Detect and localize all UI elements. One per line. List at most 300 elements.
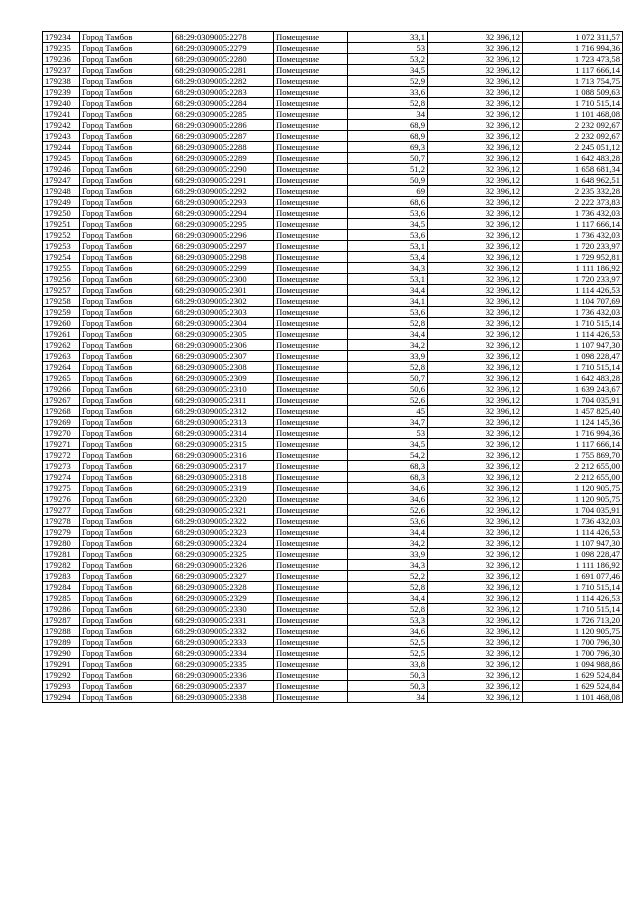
area-cell: 34,4 <box>348 329 428 340</box>
object-type-cell: Помещение <box>274 120 348 131</box>
cadastral-number-cell: 68:29:0309005:2284 <box>173 98 274 109</box>
cadastral-value-cell: 1 642 483,28 <box>523 153 623 164</box>
cadastral-value-cell: 1 716 994,36 <box>523 43 623 54</box>
record-number-cell: 179273 <box>43 461 80 472</box>
city-cell: Город Тамбов <box>80 593 173 604</box>
record-number-cell: 179288 <box>43 626 80 637</box>
cadastral-value-cell: 2 232 092,67 <box>523 120 623 131</box>
area-cell: 34,7 <box>348 417 428 428</box>
cadastral-value-cell: 1 098 228,47 <box>523 351 623 362</box>
price-per-unit-cell: 32 396,12 <box>428 593 523 604</box>
object-type-cell: Помещение <box>274 516 348 527</box>
city-cell: Город Тамбов <box>80 494 173 505</box>
city-cell: Город Тамбов <box>80 582 173 593</box>
table-row <box>43 164 623 175</box>
price-per-unit-cell: 32 396,12 <box>428 274 523 285</box>
price-per-unit-cell: 32 396,12 <box>428 549 523 560</box>
city-cell: Город Тамбов <box>80 54 173 65</box>
price-per-unit-cell: 32 396,12 <box>428 582 523 593</box>
city-cell: Город Тамбов <box>80 263 173 274</box>
area-cell: 52,5 <box>348 648 428 659</box>
area-cell: 52,5 <box>348 637 428 648</box>
object-type-cell: Помещение <box>274 175 348 186</box>
object-type-cell: Помещение <box>274 637 348 648</box>
area-cell: 53,6 <box>348 516 428 527</box>
table-row <box>43 340 623 351</box>
cadastral-value-cell: 1 736 432,03 <box>523 230 623 241</box>
object-type-cell: Помещение <box>274 131 348 142</box>
object-type-cell: Помещение <box>274 43 348 54</box>
cadastral-value-cell: 2 212 655,00 <box>523 461 623 472</box>
cadastral-number-cell: 68:29:0309005:2303 <box>173 307 274 318</box>
cadastral-number-cell: 68:29:0309005:2299 <box>173 263 274 274</box>
city-cell: Город Тамбов <box>80 153 173 164</box>
area-cell: 50,6 <box>348 384 428 395</box>
area-cell: 53,6 <box>348 208 428 219</box>
table-row <box>43 219 623 230</box>
price-per-unit-cell: 32 396,12 <box>428 472 523 483</box>
city-cell: Город Тамбов <box>80 384 173 395</box>
cadastral-value-cell: 1 114 426,53 <box>523 527 623 538</box>
cadastral-number-cell: 68:29:0309005:2309 <box>173 373 274 384</box>
record-number-cell: 179253 <box>43 241 80 252</box>
price-per-unit-cell: 32 396,12 <box>428 120 523 131</box>
cadastral-value-cell: 1 117 666,14 <box>523 65 623 76</box>
cadastral-value-cell: 1 716 994,36 <box>523 428 623 439</box>
table-row <box>43 692 623 703</box>
table-row <box>43 318 623 329</box>
cadastral-number-cell: 68:29:0309005:2281 <box>173 65 274 76</box>
area-cell: 69 <box>348 186 428 197</box>
record-number-cell: 179258 <box>43 296 80 307</box>
document-page <box>42 31 622 703</box>
table-row <box>43 87 623 98</box>
object-type-cell: Помещение <box>274 263 348 274</box>
city-cell: Город Тамбов <box>80 32 173 43</box>
cadastral-number-cell: 68:29:0309005:2291 <box>173 175 274 186</box>
price-per-unit-cell: 32 396,12 <box>428 505 523 516</box>
object-type-cell: Помещение <box>274 318 348 329</box>
object-type-cell: Помещение <box>274 648 348 659</box>
cadastral-value-cell: 1 117 666,14 <box>523 219 623 230</box>
cadastral-number-cell: 68:29:0309005:2298 <box>173 252 274 263</box>
cadastral-number-cell: 68:29:0309005:2327 <box>173 571 274 582</box>
cadastral-number-cell: 68:29:0309005:2334 <box>173 648 274 659</box>
record-number-cell: 179268 <box>43 406 80 417</box>
object-type-cell: Помещение <box>274 296 348 307</box>
area-cell: 45 <box>348 406 428 417</box>
city-cell: Город Тамбов <box>80 362 173 373</box>
price-per-unit-cell: 32 396,12 <box>428 307 523 318</box>
cadastral-value-cell: 2 212 655,00 <box>523 472 623 483</box>
city-cell: Город Тамбов <box>80 637 173 648</box>
city-cell: Город Тамбов <box>80 670 173 681</box>
cadastral-value-cell: 1 723 473,58 <box>523 54 623 65</box>
table-row <box>43 329 623 340</box>
table-row <box>43 450 623 461</box>
record-number-cell: 179281 <box>43 549 80 560</box>
city-cell: Город Тамбов <box>80 76 173 87</box>
record-number-cell: 179265 <box>43 373 80 384</box>
city-cell: Город Тамбов <box>80 505 173 516</box>
city-cell: Город Тамбов <box>80 43 173 54</box>
area-cell: 53,3 <box>348 615 428 626</box>
record-number-cell: 179264 <box>43 362 80 373</box>
table-row <box>43 241 623 252</box>
price-per-unit-cell: 32 396,12 <box>428 241 523 252</box>
cadastral-value-cell: 1 114 426,53 <box>523 285 623 296</box>
cadastral-number-cell: 68:29:0309005:2315 <box>173 439 274 450</box>
city-cell: Город Тамбов <box>80 648 173 659</box>
city-cell: Город Тамбов <box>80 659 173 670</box>
record-number-cell: 179251 <box>43 219 80 230</box>
object-type-cell: Помещение <box>274 153 348 164</box>
cadastral-number-cell: 68:29:0309005:2296 <box>173 230 274 241</box>
record-number-cell: 179238 <box>43 76 80 87</box>
city-cell: Город Тамбов <box>80 692 173 703</box>
cadastral-number-cell: 68:29:0309005:2329 <box>173 593 274 604</box>
object-type-cell: Помещение <box>274 230 348 241</box>
table-row <box>43 230 623 241</box>
cadastral-number-cell: 68:29:0309005:2301 <box>173 285 274 296</box>
table-row <box>43 120 623 131</box>
area-cell: 50,3 <box>348 670 428 681</box>
table-row <box>43 373 623 384</box>
cadastral-value-cell: 1 736 432,03 <box>523 516 623 527</box>
object-type-cell: Помещение <box>274 538 348 549</box>
cadastral-value-cell: 1 120 905,75 <box>523 494 623 505</box>
record-number-cell: 179294 <box>43 692 80 703</box>
price-per-unit-cell: 32 396,12 <box>428 219 523 230</box>
cadastral-value-cell: 1 094 988,86 <box>523 659 623 670</box>
object-type-cell: Помещение <box>274 571 348 582</box>
city-cell: Город Тамбов <box>80 527 173 538</box>
table-row <box>43 494 623 505</box>
price-per-unit-cell: 32 396,12 <box>428 428 523 439</box>
object-type-cell: Помещение <box>274 362 348 373</box>
record-number-cell: 179283 <box>43 571 80 582</box>
table-row <box>43 593 623 604</box>
record-number-cell: 179255 <box>43 263 80 274</box>
cadastral-value-cell: 1 088 509,63 <box>523 87 623 98</box>
cadastral-value-cell: 1 691 077,46 <box>523 571 623 582</box>
cadastral-number-cell: 68:29:0309005:2302 <box>173 296 274 307</box>
record-number-cell: 179256 <box>43 274 80 285</box>
record-number-cell: 179287 <box>43 615 80 626</box>
area-cell: 68,3 <box>348 461 428 472</box>
area-cell: 33,9 <box>348 351 428 362</box>
table-row <box>43 439 623 450</box>
object-type-cell: Помещение <box>274 527 348 538</box>
cadastral-value-cell: 1 101 468,08 <box>523 109 623 120</box>
price-per-unit-cell: 32 396,12 <box>428 538 523 549</box>
object-type-cell: Помещение <box>274 373 348 384</box>
city-cell: Город Тамбов <box>80 87 173 98</box>
cadastral-value-cell: 1 124 145,36 <box>523 417 623 428</box>
area-cell: 34,5 <box>348 439 428 450</box>
object-type-cell: Помещение <box>274 109 348 120</box>
price-per-unit-cell: 32 396,12 <box>428 230 523 241</box>
cadastral-number-cell: 68:29:0309005:2331 <box>173 615 274 626</box>
city-cell: Город Тамбов <box>80 98 173 109</box>
object-type-cell: Помещение <box>274 593 348 604</box>
price-per-unit-cell: 32 396,12 <box>428 32 523 43</box>
table-row <box>43 505 623 516</box>
object-type-cell: Помещение <box>274 186 348 197</box>
area-cell: 53,2 <box>348 54 428 65</box>
price-per-unit-cell: 32 396,12 <box>428 637 523 648</box>
object-type-cell: Помещение <box>274 252 348 263</box>
city-cell: Город Тамбов <box>80 219 173 230</box>
price-per-unit-cell: 32 396,12 <box>428 109 523 120</box>
cadastral-value-cell: 1 710 515,14 <box>523 318 623 329</box>
cadastral-number-cell: 68:29:0309005:2287 <box>173 131 274 142</box>
object-type-cell: Помещение <box>274 87 348 98</box>
cadastral-number-cell: 68:29:0309005:2332 <box>173 626 274 637</box>
cadastral-value-cell: 1 726 713,20 <box>523 615 623 626</box>
cadastral-value-cell: 1 101 468,08 <box>523 692 623 703</box>
cadastral-value-cell: 2 235 332,28 <box>523 186 623 197</box>
cadastral-value-cell: 1 710 515,14 <box>523 98 623 109</box>
cadastral-number-cell: 68:29:0309005:2290 <box>173 164 274 175</box>
table-row <box>43 252 623 263</box>
price-per-unit-cell: 32 396,12 <box>428 494 523 505</box>
registry-table-body <box>43 32 623 703</box>
area-cell: 34,4 <box>348 593 428 604</box>
table-row <box>43 428 623 439</box>
table-row <box>43 208 623 219</box>
record-number-cell: 179280 <box>43 538 80 549</box>
record-number-cell: 179270 <box>43 428 80 439</box>
area-cell: 34,2 <box>348 538 428 549</box>
record-number-cell: 179282 <box>43 560 80 571</box>
area-cell: 34,1 <box>348 296 428 307</box>
table-row <box>43 516 623 527</box>
record-number-cell: 179235 <box>43 43 80 54</box>
city-cell: Город Тамбов <box>80 186 173 197</box>
area-cell: 50,7 <box>348 153 428 164</box>
cadastral-number-cell: 68:29:0309005:2278 <box>173 32 274 43</box>
area-cell: 52,6 <box>348 395 428 406</box>
cadastral-number-cell: 68:29:0309005:2306 <box>173 340 274 351</box>
table-row <box>43 142 623 153</box>
object-type-cell: Помещение <box>274 98 348 109</box>
cadastral-number-cell: 68:29:0309005:2295 <box>173 219 274 230</box>
record-number-cell: 179275 <box>43 483 80 494</box>
city-cell: Город Тамбов <box>80 417 173 428</box>
cadastral-value-cell: 1 700 796,30 <box>523 637 623 648</box>
table-row <box>43 461 623 472</box>
price-per-unit-cell: 32 396,12 <box>428 131 523 142</box>
object-type-cell: Помещение <box>274 505 348 516</box>
table-row <box>43 307 623 318</box>
table-row <box>43 197 623 208</box>
city-cell: Город Тамбов <box>80 340 173 351</box>
price-per-unit-cell: 32 396,12 <box>428 681 523 692</box>
record-number-cell: 179245 <box>43 153 80 164</box>
cadastral-value-cell: 1 658 681,34 <box>523 164 623 175</box>
area-cell: 34,3 <box>348 263 428 274</box>
city-cell: Город Тамбов <box>80 175 173 186</box>
cadastral-number-cell: 68:29:0309005:2285 <box>173 109 274 120</box>
area-cell: 51,2 <box>348 164 428 175</box>
record-number-cell: 179263 <box>43 351 80 362</box>
object-type-cell: Помещение <box>274 483 348 494</box>
cadastral-value-cell: 1 629 524,84 <box>523 681 623 692</box>
cadastral-number-cell: 68:29:0309005:2288 <box>173 142 274 153</box>
cadastral-value-cell: 1 700 796,30 <box>523 648 623 659</box>
object-type-cell: Помещение <box>274 351 348 362</box>
record-number-cell: 179284 <box>43 582 80 593</box>
table-row <box>43 538 623 549</box>
cadastral-number-cell: 68:29:0309005:2310 <box>173 384 274 395</box>
object-type-cell: Помещение <box>274 197 348 208</box>
record-number-cell: 179292 <box>43 670 80 681</box>
cadastral-number-cell: 68:29:0309005:2286 <box>173 120 274 131</box>
area-cell: 68,6 <box>348 197 428 208</box>
cadastral-number-cell: 68:29:0309005:2338 <box>173 692 274 703</box>
area-cell: 69,3 <box>348 142 428 153</box>
table-row <box>43 549 623 560</box>
table-row <box>43 32 623 43</box>
object-type-cell: Помещение <box>274 65 348 76</box>
price-per-unit-cell: 32 396,12 <box>428 54 523 65</box>
table-row <box>43 648 623 659</box>
object-type-cell: Помещение <box>274 659 348 670</box>
cadastral-number-cell: 68:29:0309005:2330 <box>173 604 274 615</box>
price-per-unit-cell: 32 396,12 <box>428 76 523 87</box>
area-cell: 52,8 <box>348 318 428 329</box>
table-row <box>43 626 623 637</box>
cadastral-value-cell: 2 222 373,83 <box>523 197 623 208</box>
record-number-cell: 179257 <box>43 285 80 296</box>
object-type-cell: Помещение <box>274 472 348 483</box>
city-cell: Город Тамбов <box>80 164 173 175</box>
price-per-unit-cell: 32 396,12 <box>428 296 523 307</box>
table-row <box>43 43 623 54</box>
city-cell: Город Тамбов <box>80 571 173 582</box>
price-per-unit-cell: 32 396,12 <box>428 395 523 406</box>
cadastral-value-cell: 1 710 515,14 <box>523 362 623 373</box>
price-per-unit-cell: 32 396,12 <box>428 527 523 538</box>
price-per-unit-cell: 32 396,12 <box>428 43 523 54</box>
cadastral-number-cell: 68:29:0309005:2297 <box>173 241 274 252</box>
cadastral-value-cell: 1 072 311,57 <box>523 32 623 43</box>
city-cell: Город Тамбов <box>80 285 173 296</box>
record-number-cell: 179248 <box>43 186 80 197</box>
area-cell: 52,8 <box>348 604 428 615</box>
area-cell: 68,9 <box>348 120 428 131</box>
area-cell: 34,4 <box>348 527 428 538</box>
cadastral-value-cell: 1 111 186,92 <box>523 263 623 274</box>
price-per-unit-cell: 32 396,12 <box>428 285 523 296</box>
record-number-cell: 179278 <box>43 516 80 527</box>
object-type-cell: Помещение <box>274 395 348 406</box>
object-type-cell: Помещение <box>274 208 348 219</box>
city-cell: Город Тамбов <box>80 538 173 549</box>
table-row <box>43 483 623 494</box>
area-cell: 52,8 <box>348 98 428 109</box>
object-type-cell: Помещение <box>274 417 348 428</box>
cadastral-value-cell: 1 457 825,40 <box>523 406 623 417</box>
price-per-unit-cell: 32 396,12 <box>428 670 523 681</box>
cadastral-value-cell: 1 111 186,92 <box>523 560 623 571</box>
table-row <box>43 472 623 483</box>
record-number-cell: 179277 <box>43 505 80 516</box>
record-number-cell: 179254 <box>43 252 80 263</box>
area-cell: 50,7 <box>348 373 428 384</box>
cadastral-number-cell: 68:29:0309005:2308 <box>173 362 274 373</box>
record-number-cell: 179252 <box>43 230 80 241</box>
city-cell: Город Тамбов <box>80 351 173 362</box>
cadastral-value-cell: 1 729 952,81 <box>523 252 623 263</box>
area-cell: 53,6 <box>348 230 428 241</box>
cadastral-number-cell: 68:29:0309005:2335 <box>173 659 274 670</box>
city-cell: Город Тамбов <box>80 461 173 472</box>
cadastral-value-cell: 1 629 524,84 <box>523 670 623 681</box>
cadastral-number-cell: 68:29:0309005:2322 <box>173 516 274 527</box>
price-per-unit-cell: 32 396,12 <box>428 98 523 109</box>
cadastral-number-cell: 68:29:0309005:2323 <box>173 527 274 538</box>
cadastral-value-cell: 1 120 905,75 <box>523 626 623 637</box>
area-cell: 34,6 <box>348 626 428 637</box>
table-row <box>43 659 623 670</box>
object-type-cell: Помещение <box>274 54 348 65</box>
object-type-cell: Помещение <box>274 428 348 439</box>
price-per-unit-cell: 32 396,12 <box>428 197 523 208</box>
price-per-unit-cell: 32 396,12 <box>428 648 523 659</box>
city-cell: Город Тамбов <box>80 329 173 340</box>
cadastral-number-cell: 68:29:0309005:2314 <box>173 428 274 439</box>
object-type-cell: Помещение <box>274 461 348 472</box>
table-row <box>43 395 623 406</box>
record-number-cell: 179261 <box>43 329 80 340</box>
object-type-cell: Помещение <box>274 604 348 615</box>
cadastral-number-cell: 68:29:0309005:2321 <box>173 505 274 516</box>
area-cell: 34,5 <box>348 65 428 76</box>
city-cell: Город Тамбов <box>80 230 173 241</box>
city-cell: Город Тамбов <box>80 406 173 417</box>
city-cell: Город Тамбов <box>80 604 173 615</box>
area-cell: 54,2 <box>348 450 428 461</box>
cadastral-value-cell: 1 648 962,51 <box>523 175 623 186</box>
cadastral-number-cell: 68:29:0309005:2305 <box>173 329 274 340</box>
record-number-cell: 179262 <box>43 340 80 351</box>
price-per-unit-cell: 32 396,12 <box>428 692 523 703</box>
cadastral-number-cell: 68:29:0309005:2325 <box>173 549 274 560</box>
cadastral-number-cell: 68:29:0309005:2328 <box>173 582 274 593</box>
record-number-cell: 179269 <box>43 417 80 428</box>
object-type-cell: Помещение <box>274 560 348 571</box>
table-row <box>43 98 623 109</box>
price-per-unit-cell: 32 396,12 <box>428 87 523 98</box>
cadastral-value-cell: 2 232 092,67 <box>523 131 623 142</box>
price-per-unit-cell: 32 396,12 <box>428 384 523 395</box>
table-row <box>43 131 623 142</box>
area-cell: 34,3 <box>348 560 428 571</box>
table-row <box>43 54 623 65</box>
area-cell: 53,6 <box>348 307 428 318</box>
record-number-cell: 179266 <box>43 384 80 395</box>
object-type-cell: Помещение <box>274 142 348 153</box>
city-cell: Город Тамбов <box>80 109 173 120</box>
city-cell: Город Тамбов <box>80 373 173 384</box>
record-number-cell: 179260 <box>43 318 80 329</box>
cadastral-number-cell: 68:29:0309005:2307 <box>173 351 274 362</box>
object-type-cell: Помещение <box>274 274 348 285</box>
cadastral-number-cell: 68:29:0309005:2337 <box>173 681 274 692</box>
price-per-unit-cell: 32 396,12 <box>428 329 523 340</box>
